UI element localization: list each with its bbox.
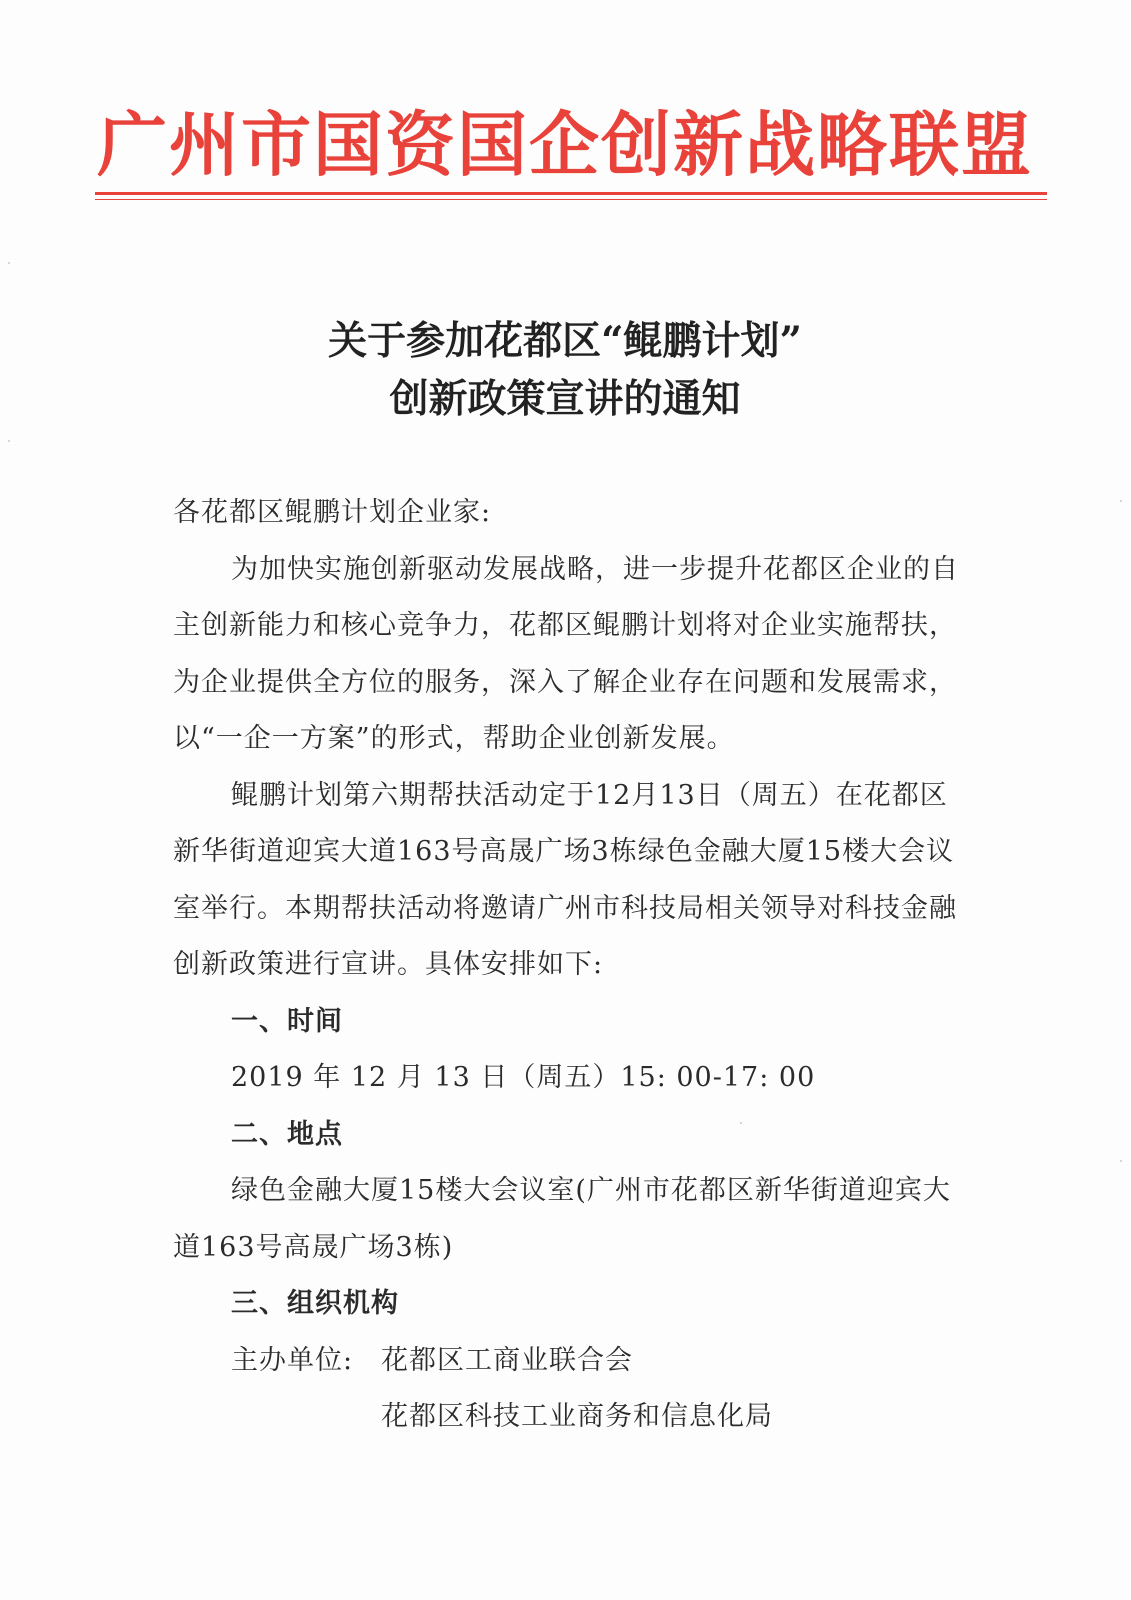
section-text-time: 2019 年 12 月 13 日（周五）15: 00-17: 00 <box>231 1062 816 1093</box>
letterhead-divider <box>95 192 1047 195</box>
scan-speck <box>1120 1160 1122 1162</box>
paragraph-event: 鲲鹏计划第六期帮扶活动定于12月13日（周五）在花都区新华街道迎宾大道163号高晟广场3栋绿色金融大厦15楼大会议室举行。本期帮扶活动将邀请广州市科技局相关领导对科技金融创新政策进行宣讲。具体安排如下: <box>173 779 957 980</box>
scan-speck <box>740 1122 742 1124</box>
organizer-item: 花都区工商业联合会 <box>381 1344 633 1376</box>
letterhead-org-name: 广州市国资国企创新战略联盟 <box>97 103 1033 186</box>
notice-title-line2: 创新政策宣讲的通知 <box>389 376 741 422</box>
section-heading-organizer: 三、组织机构 <box>231 1288 399 1319</box>
scan-speck <box>8 440 10 442</box>
notice-body <box>173 485 973 1446</box>
letterhead-divider-thin <box>95 199 1047 200</box>
organizer-label: 主办单位: <box>231 1344 354 1376</box>
scan-speck <box>8 262 10 264</box>
organizer-item: 花都区科技工业商务和信息化局 <box>381 1401 773 1432</box>
scan-speck <box>1120 500 1122 502</box>
section-text-location: 绿色金融大厦15楼大会议室(广州市花都区新华街道迎宾大道163号高晟广场3栋) <box>173 1175 951 1263</box>
section-heading-location: 二、地点 <box>231 1118 343 1150</box>
paragraph-purpose: 为加快实施创新驱动发展战略，进一步提升花都区企业的自主创新能力和核心竞争力，花都区鲲鹏计划将对企业实施帮扶，为企业提供全方位的服务，深入了解企业存在问题和发展需求，以“一企一方案”的形式，帮助企业创新发展。 <box>173 553 959 754</box>
notice-title-line1: 关于参加花都区“鲲鹏计划” <box>328 318 802 364</box>
salutation: 各花都区鲲鹏计划企业家: <box>173 497 492 528</box>
organizer-row <box>173 1333 973 1446</box>
section-heading-time: 一、时间 <box>231 1005 343 1037</box>
notice-title <box>140 312 990 428</box>
organizer-list <box>381 1333 773 1446</box>
